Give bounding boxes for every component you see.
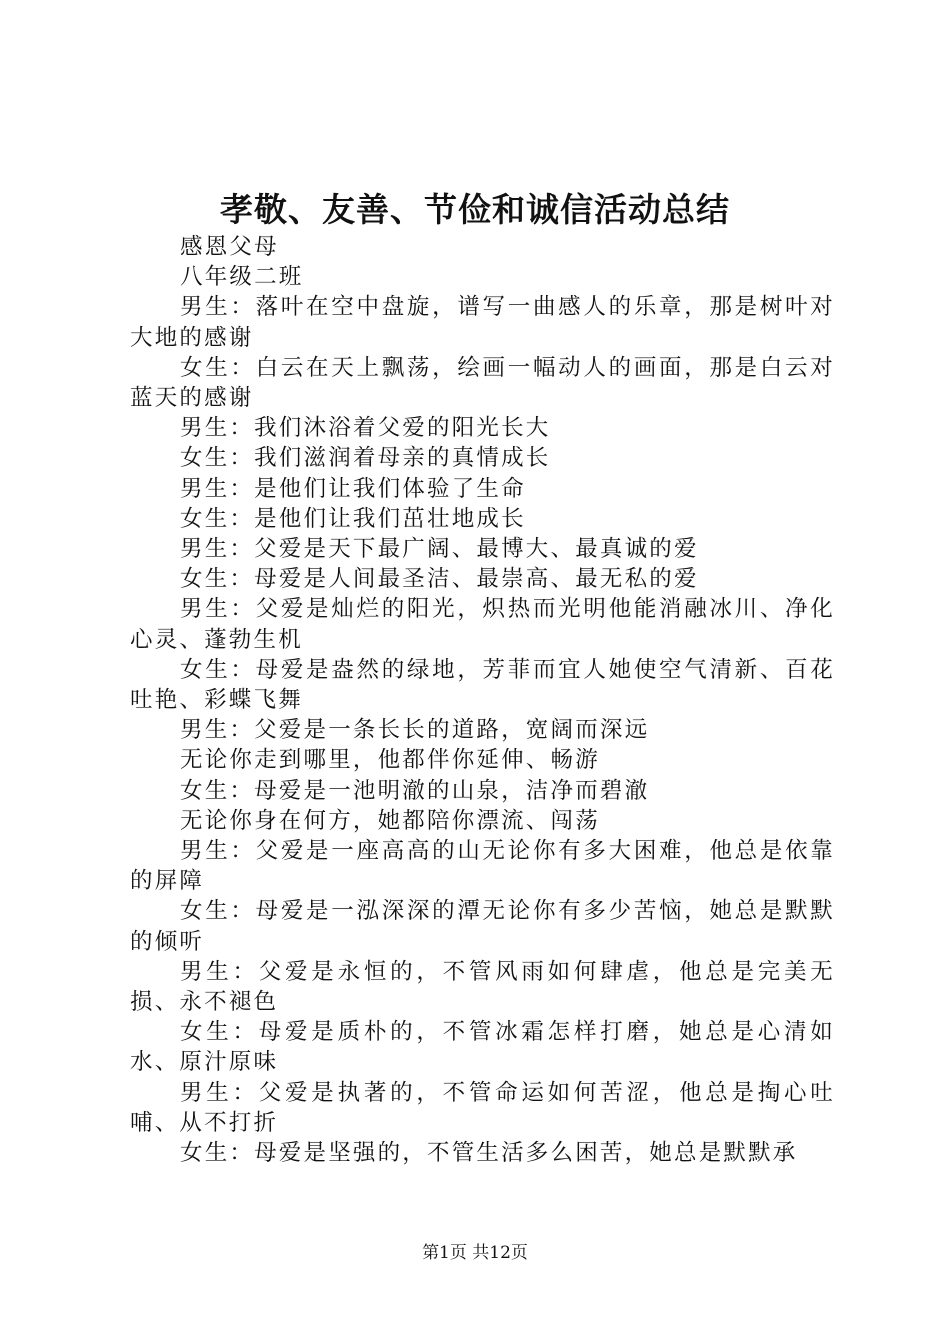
paragraph: 无论你走到哪里，他都伴你延伸、畅游 bbox=[180, 747, 600, 774]
paragraph: 男生：父爱是一条长长的道路，宽阔而深远 bbox=[180, 717, 650, 744]
paragraph: 女生：白云在天上飘荡，绘画一幅动人的画面，那是白云对蓝天的感谢 bbox=[130, 354, 835, 412]
paragraph: 男生：父爱是永恒的，不管风雨如何肆虐，他总是完美无损、永不褪色 bbox=[130, 958, 835, 1016]
paragraph: 女生：母爱是一池明澈的山泉，洁净而碧澈 bbox=[180, 777, 650, 804]
paragraph: 男生：父爱是执著的，不管命运如何苦涩，他总是掏心吐哺、从不打折 bbox=[130, 1079, 835, 1136]
paragraph: 女生：母爱是人间最圣洁、最崇高、最无私的爱 bbox=[180, 566, 699, 593]
document-body bbox=[130, 232, 835, 1168]
paragraph: 女生：是他们让我们茁壮地成长 bbox=[180, 505, 526, 532]
paragraph: 女生：母爱是质朴的，不管冰霜怎样打磨，她总是心清如水、原汁原味 bbox=[130, 1019, 835, 1076]
paragraph: 女生：母爱是一泓深深的潭无论你有多少苦恼，她总是默默的倾听 bbox=[130, 898, 835, 955]
paragraph: 男生：父爱是一座高高的山无论你有多大困难，他总是依靠的屏障 bbox=[130, 838, 835, 895]
page-footer: 第1页 共12页 bbox=[422, 1243, 528, 1263]
paragraph: 感恩父母 bbox=[180, 234, 279, 260]
paragraph: 男生：我们沐浴着父爱的阳光长大 bbox=[180, 415, 551, 442]
paragraph: 女生：母爱是盎然的绿地，芳菲而宜人她使空气清新、百花吐艳、彩蝶飞舞 bbox=[130, 656, 835, 714]
paragraph: 男生：落叶在空中盘旋，谱写一曲感人的乐章，那是树叶对大地的感谢 bbox=[130, 294, 835, 351]
paragraph: 无论你身在何方，她都陪你漂流、闯荡 bbox=[180, 807, 600, 834]
paragraph: 女生：母爱是坚强的，不管生活多么困苦，她总是默默承 bbox=[180, 1140, 798, 1167]
paragraph: 八年级二班 bbox=[180, 264, 304, 291]
paragraph: 男生：父爱是天下最广阔、最博大、最真诚的爱 bbox=[180, 536, 699, 563]
paragraph: 男生：父爱是灿烂的阳光，炽热而光明他能消融冰川、净化心灵、蓬勃生机 bbox=[130, 596, 835, 653]
paragraph: 女生：我们滋润着母亲的真情成长 bbox=[180, 445, 551, 472]
paragraph: 男生：是他们让我们体验了生命 bbox=[180, 475, 526, 502]
page-title: 孝敬、友善、节俭和诚信活动总结 bbox=[220, 190, 730, 229]
